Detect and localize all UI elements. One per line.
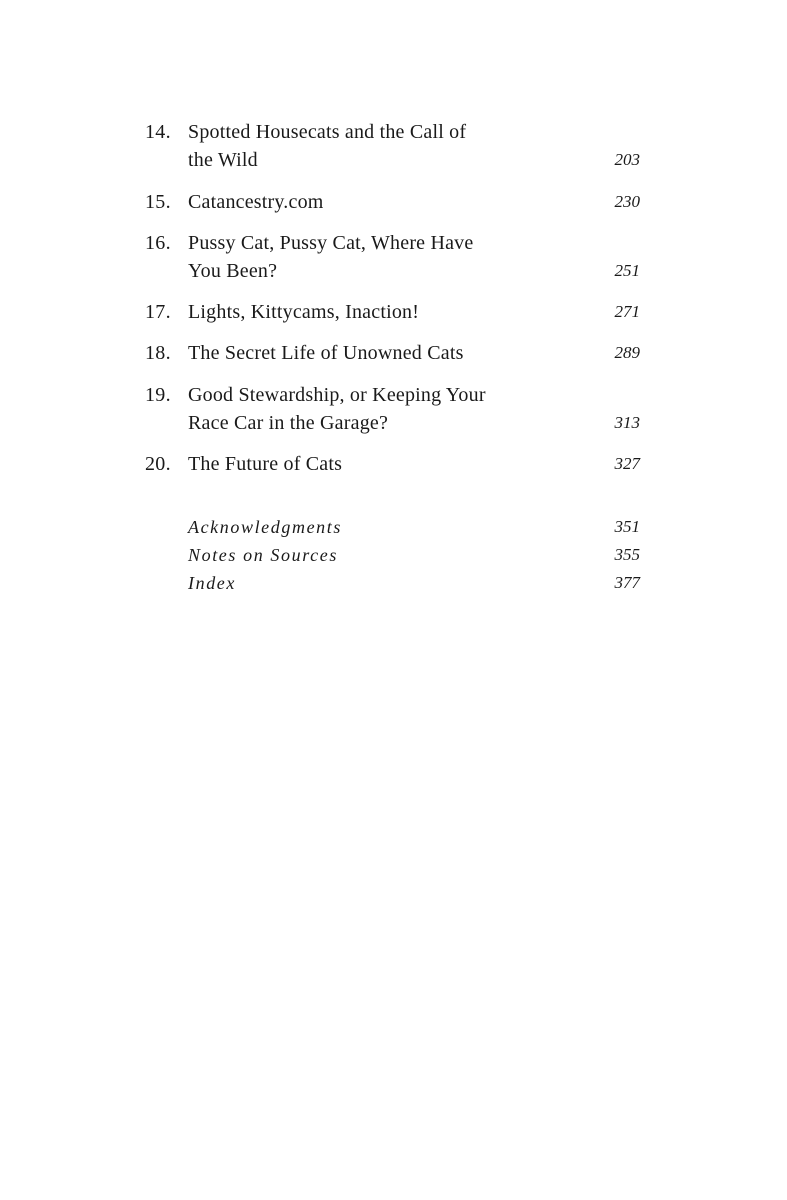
chapter-title (188, 118, 588, 174)
chapter-title-line-2: Race Car in the Garage? (188, 412, 389, 434)
chapter-title-line-2: You Been? (188, 260, 278, 282)
chapter-title-line-1: Good Stewardship, or Keeping Your (188, 384, 486, 406)
page-number: 327 (614, 454, 640, 473)
page-number: 230 (614, 192, 640, 211)
page-number: 355 (614, 545, 640, 564)
back-matter-title: Notes on Sources (188, 545, 338, 565)
chapter-number: 16. (145, 232, 171, 254)
chapter-title-line-1: Catancestry.com (188, 191, 324, 213)
chapter-number: 15. (145, 191, 171, 213)
chapter-number: 17. (145, 301, 171, 323)
chapter-number: 18. (145, 342, 171, 364)
chapter-number: 14. (145, 121, 171, 143)
chapter-title-line-1: The Secret Life of Unowned Cats (188, 342, 464, 364)
page-number: 271 (614, 302, 640, 321)
chapter-title (188, 188, 588, 216)
chapter-title (188, 450, 588, 478)
page-number: 251 (614, 261, 640, 280)
page-number: 351 (614, 517, 640, 536)
page-number: 203 (614, 150, 640, 169)
chapter-number: 20. (145, 453, 171, 475)
chapter-title-line-1: The Future of Cats (188, 453, 343, 475)
chapter-title (188, 339, 588, 367)
page-number: 289 (614, 343, 640, 362)
page-number: 377 (614, 573, 640, 592)
chapter-number: 19. (145, 384, 171, 406)
back-matter-title: Acknowledgments (188, 517, 342, 537)
chapter-title-line-1: Pussy Cat, Pussy Cat, Where Have (188, 232, 474, 254)
back-matter-title: Index (188, 573, 236, 593)
chapter-title (188, 381, 588, 437)
page-number: 313 (614, 413, 640, 432)
chapter-title (188, 229, 588, 285)
chapter-title-line-1: Lights, Kittycams, Inaction! (188, 301, 420, 323)
chapter-title-line-2: the Wild (188, 149, 258, 171)
chapter-title-line-1: Spotted Housecats and the Call of (188, 121, 467, 143)
chapter-title (188, 298, 588, 326)
